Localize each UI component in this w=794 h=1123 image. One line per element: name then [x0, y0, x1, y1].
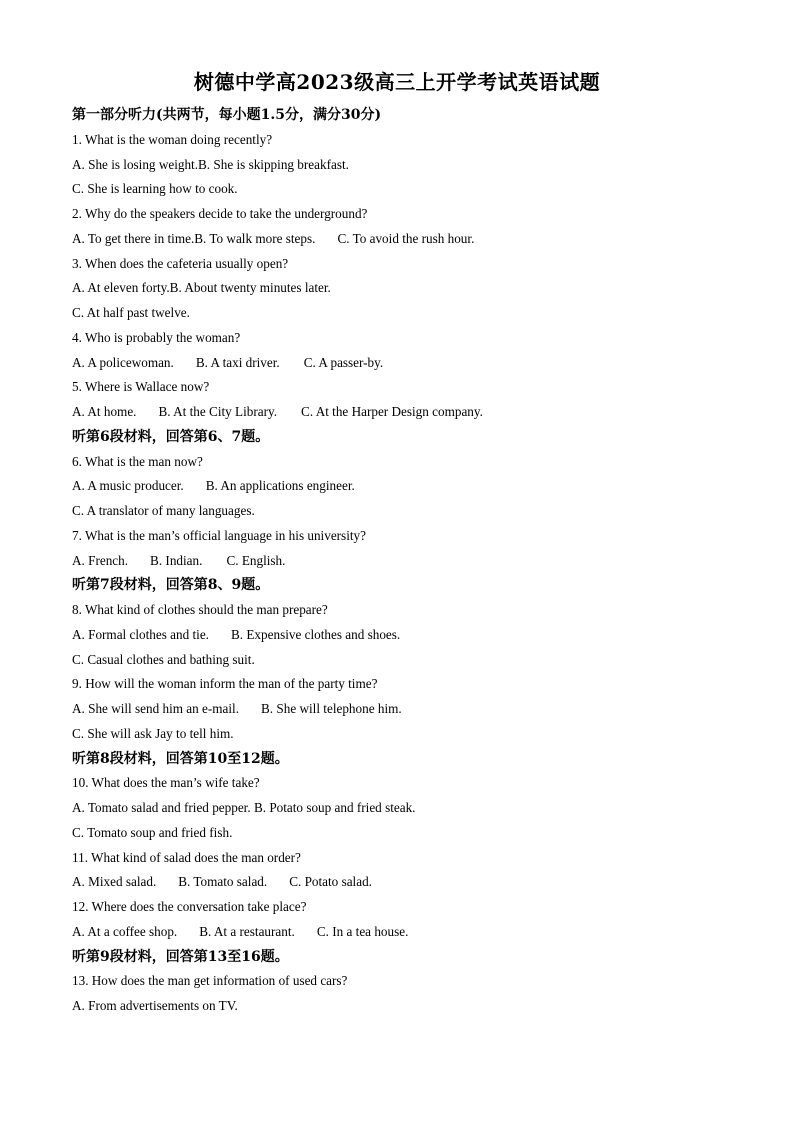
answer-options [72, 301, 752, 326]
answer-option: A. At a coffee shop. [72, 923, 178, 939]
answer-option: C. A translator of many languages. [72, 503, 255, 518]
answer-option: A. To get there in time.B. To walk more steps. [72, 230, 316, 246]
answer-option: B. Indian. [150, 552, 203, 568]
answer-option: C. She will ask Jay to tell him. [72, 725, 234, 741]
question-text: 13. How does the man get information of used cars? [72, 973, 348, 989]
answer-options [72, 276, 752, 301]
question-text: 10. What does the man’s wife take? [72, 775, 260, 791]
section-header: 第一部分听力(共两节，每小题1.5分，满分30分) [72, 107, 382, 123]
answer-option: A. A music producer. [72, 478, 184, 494]
answer-option: B. She will telephone him. [261, 701, 402, 716]
answer-option: C. Tomato soup and fried fish. [72, 824, 233, 840]
answer-option: B. An applications engineer. [205, 478, 355, 494]
answer-option: B. At the City Library. [158, 404, 278, 419]
answer-option: A. Tomato salad and fried pepper. B. Potato soup and fried steak. [72, 800, 416, 815]
section-instruction: 听第8段材料，回答第10至12题。 [72, 750, 289, 767]
page-title: 树德中学高2023级高三上开学考试英语试题 [193, 70, 601, 94]
answer-options [72, 697, 752, 722]
answer-options [72, 351, 752, 376]
answer-options [72, 549, 752, 574]
answer-option: A. A policewoman. [72, 354, 174, 370]
question-list [72, 103, 752, 1019]
answer-option: B. Expensive clothes and shoes. [230, 626, 401, 642]
answer-options [72, 153, 752, 178]
answer-options [72, 870, 752, 895]
answer-option: C. To avoid the rush hour. [337, 230, 475, 246]
question-text: 5. Where is Wallace now? [72, 379, 210, 395]
answer-option: B. A taxi driver. [195, 354, 280, 370]
answer-options [72, 920, 752, 945]
answer-option: C. In a tea house. [316, 923, 409, 939]
section-instruction: 听第6段材料，回答第6、7题。 [72, 428, 270, 445]
question-text: 6. What is the man now? [72, 453, 203, 469]
answer-option: A. From advertisements on TV. [72, 998, 238, 1013]
answer-option: A. Formal clothes and tie. [72, 626, 209, 642]
answer-option: C. A passer-by. [303, 354, 384, 370]
answer-option: C. Casual clothes and bathing suit. [72, 651, 255, 667]
answer-options [72, 623, 752, 648]
section-instruction: 听第9段材料，回答第13至16题。 [72, 948, 289, 965]
answer-option: A. She is losing weight.B. She is skipping breakfast. [72, 156, 349, 172]
answer-option: A. She will send him an e-mail. [72, 701, 240, 716]
answer-option: A. At home. [72, 404, 137, 419]
question-text: 7. What is the man’s official language in his university? [72, 527, 366, 543]
answer-option: C. She is learning how to cook. [72, 181, 238, 197]
answer-option: B. At a restaurant. [199, 923, 295, 939]
answer-options [72, 821, 752, 846]
question-text: 9. How will the woman inform the man of the party time? [72, 676, 378, 692]
answer-options [72, 474, 752, 499]
question-text: 8. What kind of clothes should the man prepare? [72, 602, 328, 617]
answer-option: C. At the Harper Design company. [301, 404, 483, 419]
answer-options [72, 177, 752, 202]
answer-options [72, 994, 752, 1019]
answer-option: B. Tomato salad. [178, 874, 268, 890]
answer-options [72, 648, 752, 673]
answer-option: A. At eleven forty.B. About twenty minutes later. [72, 280, 331, 296]
answer-option: A. French. [72, 552, 129, 568]
answer-option: A. Mixed salad. [72, 874, 157, 890]
question-text: 12. Where does the conversation take place? [72, 899, 307, 914]
question-text: 2. Why do the speakers decide to take the underground? [72, 206, 368, 221]
answer-options [72, 796, 752, 821]
answer-option: C. English. [226, 552, 286, 568]
question-text: 1. What is the woman doing recently? [72, 131, 273, 147]
question-text: 3. When does the cafeteria usually open? [72, 255, 289, 271]
answer-options [72, 400, 752, 425]
answer-options [72, 722, 752, 747]
question-text: 11. What kind of salad does the man order? [72, 849, 301, 865]
answer-option: C. Potato salad. [289, 874, 372, 890]
question-text: 4. Who is probably the woman? [72, 329, 241, 345]
answer-options [72, 227, 752, 252]
answer-options [72, 499, 752, 524]
answer-option: C. At half past twelve. [72, 305, 190, 320]
section-instruction: 听第7段材料，回答第8、9题。 [72, 577, 270, 594]
